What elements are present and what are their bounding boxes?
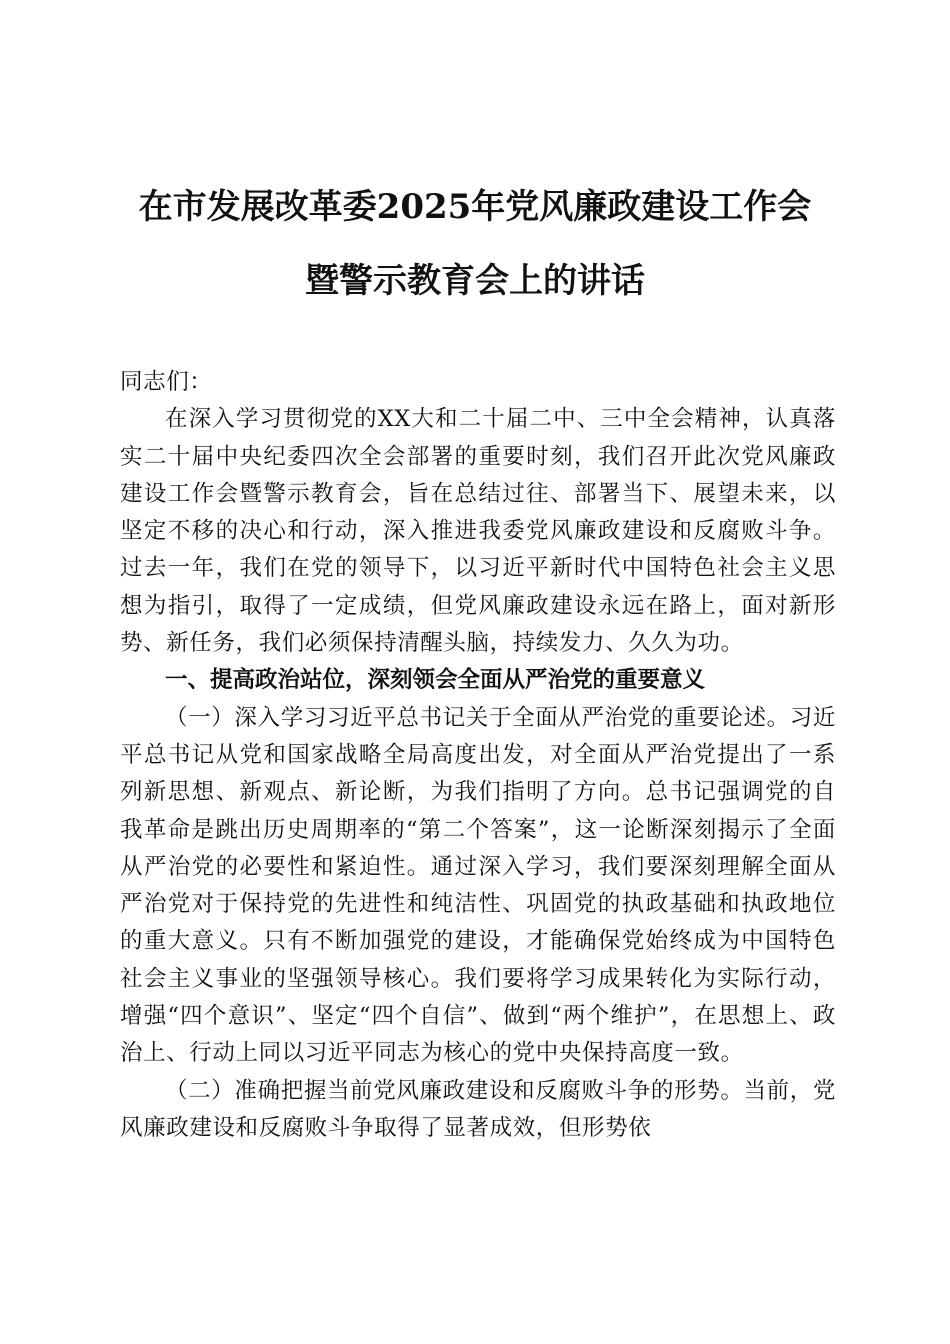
section-1-item-2-paragraph: （二）准确把握当前党风廉政建设和反腐败斗争的形势。当前，党风廉政建设和反腐败斗争取得了显著成效，但形势依 (120, 1077, 836, 1141)
document-title (60, 170, 890, 318)
intro-paragraph: 在深入学习贯彻党的XX大和二十届二中、三中全会精神，认真落实二十届中央纪委四次全会部署的重要时刻，我们召开此次党风廉政建设工作会暨警示教育会，旨在总结过往、部署当下、展望未来，以坚定不移的决心和行动，深入推进我委党风廉政建设和反腐败斗争。过去一年，我们在党的领导下，以习近平新时代中国特色社会主义思想为指引，取得了一定成绩，但党风廉政建设永远在路上，面对新形势、新任务，我们必须保持清醒头脑，持续发力、久久为功。 (120, 406, 836, 657)
section-1-heading: 一、提高政治站位，深刻领会全面从严治党的重要意义 (165, 667, 706, 694)
document-body (120, 364, 836, 1147)
section-1-item-1-paragraph: （一）深入学习习近平总书记关于全面从严治党的重要论述。习近平总书记从党和国家战略全局高度出发，对全面从严治党提出了一系列新思想、新观点、新论断，为我们指明了方向。总书记强调党的自我革命是跳出历史周期率的“第二个答案”，这一论断深刻揭示了全面从严治党的必要性和紧迫性。通过深入学习，我们要深刻理解全面从严治党对于保持党的先进性和纯洁性、巩固党的执政基础和执政地位的重大意义。只有不断加强党的建设，才能确保党始终成为中国特色社会主义事业的坚强领导核心。我们要将学习成果转化为实际行动，增强“四个意识”、坚定“四个自信”、做到“两个维护”，在思想上、政治上、行动上同以习近平同志为核心的党中央保持高度一致。 (120, 704, 836, 1067)
title-line-1: 在市发展改革委2025年党风廉政建设工作会 (138, 187, 812, 227)
greeting: 同志们： (120, 369, 213, 395)
title-line-2: 暨警示教育会上的讲话 (305, 261, 645, 301)
